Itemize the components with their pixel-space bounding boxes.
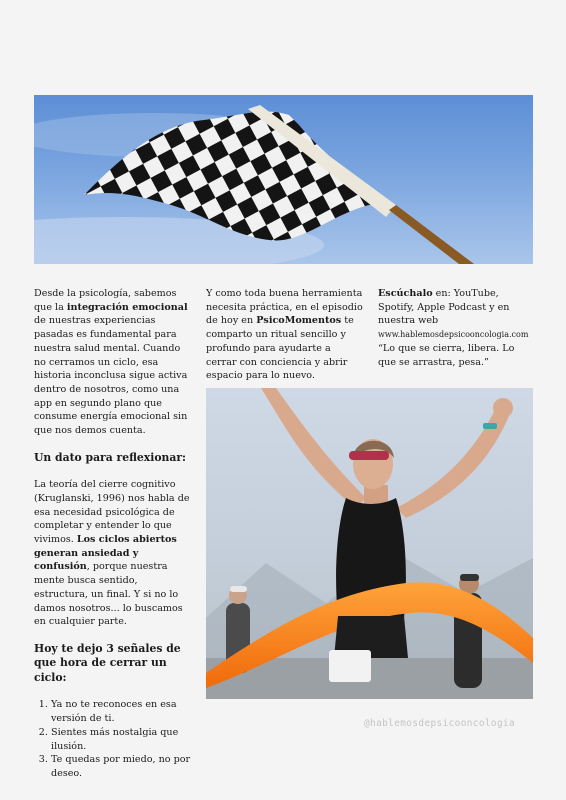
column-middle [206, 287, 364, 383]
list-item: 2. Sientes más nostalgia que ilusión. [51, 726, 192, 753]
list-item: 3. Te quedas por miedo, no por deseo. [51, 753, 192, 780]
listen-paragraph: Escúchalo en: YouTube, Spotify, Apple Podcast y en nuestra web [378, 288, 510, 327]
signs-list [34, 698, 192, 780]
heading-senales: Hoy te dejo 3 señales de que hora de cerrar un ciclo: [34, 641, 181, 684]
emphasis-psicomomentos: PsicoMomentos [256, 315, 342, 327]
column-left [34, 287, 192, 781]
runner-illustration [206, 388, 533, 699]
emphasis-escuchalo: Escúchalo [378, 288, 433, 299]
heading-dato: Un dato para reflexionar: [34, 450, 187, 464]
practice-paragraph: Y como toda buena herramienta necesita práctica, en el episodio de hoy en PsicoMomentos te comparto un ritual sencillo y profundo para ayudarte a cerrar con conciencia y abrir espacio para lo nuevo. [206, 288, 363, 382]
emphasis-ciclos: Los ciclos abiertos generan ansiedad y confusión [34, 534, 177, 573]
intro-paragraph: Desde la psicología, sabemos que la integración emocional de nuestras experiencias pasadas es fundamental para nuestra salud mental. Cuando no cerramos un ciclo, esa historia inconclusa sigue activa dentro de nosotros, como una app en segundo plano que consume energía emocional sin que nos demos cuenta. [34, 288, 188, 437]
footer-handle: @hablemosdepsicooncologia [364, 718, 516, 729]
website-link[interactable]: www.hablemosdepsicooncologia.com [378, 330, 529, 340]
emphasis-integracion: integración emocional [66, 301, 188, 313]
column-right [378, 287, 534, 369]
runner-finish-photo [206, 388, 533, 699]
quote: “Lo que se cierra, libera. Lo que se arrastra, pesa.” [378, 342, 515, 368]
checkered-flag-illustration [34, 95, 533, 264]
theory-paragraph: La teoría del cierre cognitivo (Kruglanski, 1996) nos habla de esa necesidad psicológica de completar y entender lo que vivimos. Los ciclos abiertos generan ansiedad y confusión, porque nuestra mente busca sentido, estructura, un final. Y si no lo damos nosotros... lo buscamos en cualquier parte. [34, 479, 190, 628]
list-item: 1. Ya no te reconoces en esa versión de ti. [51, 698, 192, 725]
checkered-flag-banner [34, 95, 533, 264]
